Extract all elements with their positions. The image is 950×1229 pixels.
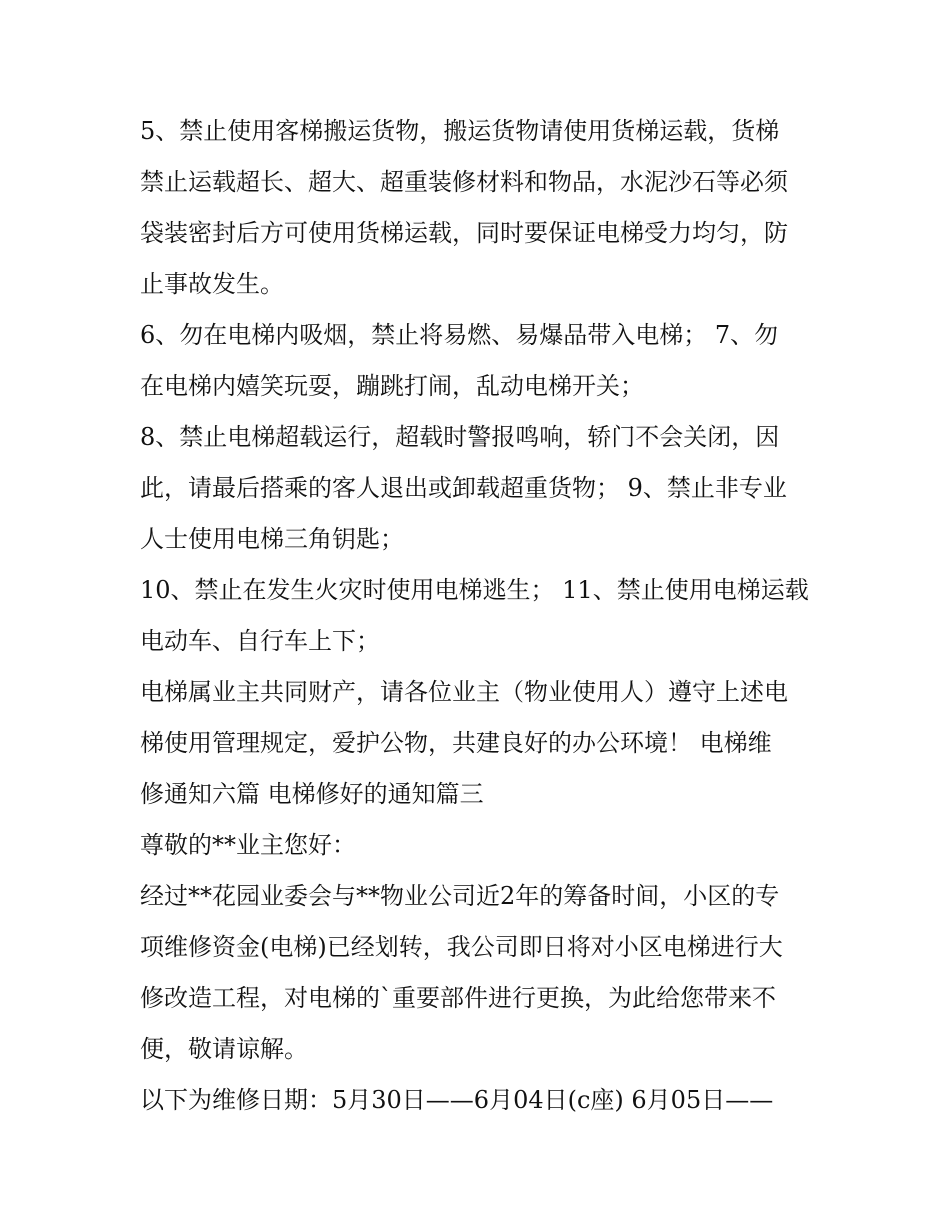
text-line: 电梯属业主共同财产，请各位业主（物业使用人）遵守上述电 bbox=[140, 678, 788, 706]
text-line: 人士使用电梯三角钥匙； bbox=[140, 525, 404, 553]
text-line: 禁止运载超长、超大、超重装修材料和物品，水泥沙石等必须 bbox=[140, 168, 788, 196]
text-line: 修改造工程，对电梯的`重要部件进行更换，为此给您带来不 bbox=[140, 984, 776, 1012]
text-line: 便，敬请谅解。 bbox=[140, 1035, 308, 1063]
text-line: 5、禁止使用客梯搬运货物，搬运货物请使用货梯运载，货梯 bbox=[140, 117, 780, 145]
text-line: 止事故发生。 bbox=[140, 270, 284, 298]
text-line: 修通知六篇 电梯修好的通知篇三 bbox=[140, 780, 484, 808]
text-line: 梯使用管理规定，爱护公物，共建良好的办公环境！ 电梯维 bbox=[140, 729, 772, 757]
text-line: 6、勿在电梯内吸烟，禁止将易燃、易爆品带入电梯； 7、勿 bbox=[140, 321, 779, 349]
text-line: 此，请最后搭乘的客人退出或卸载超重货物； 9、禁止非专业 bbox=[140, 474, 787, 502]
text-line: 经过**花园业委会与**物业公司近2年的筹备时间，小区的专 bbox=[140, 882, 780, 910]
text-line: 8、禁止电梯超载运行，超载时警报鸣响，轿门不会关闭，因 bbox=[140, 423, 780, 451]
document-body bbox=[140, 106, 820, 1126]
text-line: 袋装密封后方可使用货梯运载，同时要保证电梯受力均匀，防 bbox=[140, 219, 788, 247]
text-line: 10、禁止在发生火灾时使用电梯逃生； 11、禁止使用电梯运载 bbox=[140, 576, 809, 604]
text-line: 尊敬的**业主您好： bbox=[140, 831, 356, 859]
text-line: 电动车、自行车上下； bbox=[140, 627, 380, 655]
text-line: 以下为维修日期：5月30日——6月04日(c座) 6月05日—— bbox=[140, 1086, 774, 1114]
text-line: 在电梯内嬉笑玩耍，蹦跳打闹，乱动电梯开关； bbox=[140, 372, 644, 400]
text-line: 项维修资金(电梯)已经划转，我公司即日将对小区电梯进行大 bbox=[140, 933, 783, 961]
